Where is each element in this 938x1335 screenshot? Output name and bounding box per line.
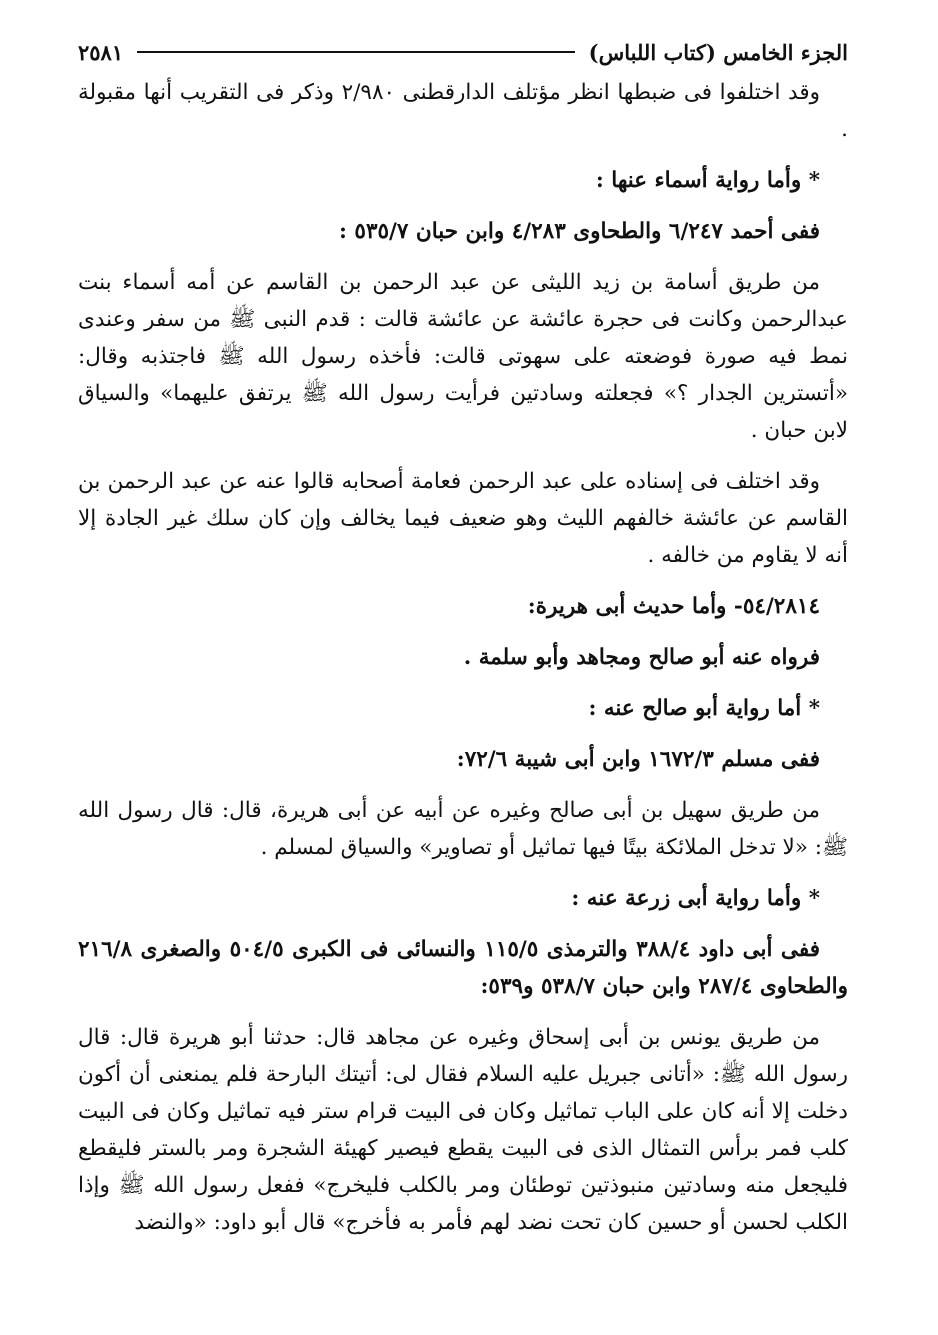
section-heading: * وأما رواية أسماء عنها :: [595, 168, 820, 193]
paragraph: وقد اختلف فى إسناده على عبد الرحمن فعامة أصحابه قالوا عنه عن عبد الرحمن بن القاسم عن عائشة خالفهم الليث وهو ضعيف فيما يخالف وإن كان سلك غير الجادة إلا أنه لا يقاوم من خالفه .: [78, 469, 848, 568]
page-number: ٢٥٨١: [78, 39, 124, 65]
header-rule: [137, 51, 575, 53]
running-title: الجزء الخامس (كتاب اللباس): [588, 39, 848, 65]
page-header: [78, 30, 848, 74]
reference-line: ففى أبى داود ٣٨٨/٤ والترمذى ١١٥/٥ والنسائى فى الكبرى ٥٠٤/٥ والصغرى ٢١٦/٨ والطحاوى ٢٨٧/٤ وابن حبان ٥٣٨/٧ و٥٣٩:: [78, 937, 848, 999]
section-heading: * وأما رواية أبى زرعة عنه :: [571, 886, 820, 911]
paragraph: من طريق سهيل بن أبى صالح وغيره عن أبيه عن أبى هريرة، قال: قال رسول الله ﷺ: «لا تدخل الملائكة بيتًا فيها تماثيل أو تصاوير» والسياق لمسلم .: [78, 798, 848, 860]
page-body: [78, 74, 848, 1241]
reference-line: فرواه عنه أبو صالح ومجاهد وأبو سلمة .: [463, 645, 820, 670]
paragraph: من طريق أسامة بن زيد الليثى عن عبد الرحمن بن القاسم عن أمه أسماء بنت عبدالرحمن وكانت فى حجرة عائشة عن عائشة قالت : قدم النبى ﷺ من سفر وعندى نمط فيه صورة فوضعته على سهوتى قالت: فأخذه رسول الله ﷺ فاجتذبه وقال: «أتسترين الجدار ؟» فجعلته وسادتين فرأيت رسول الله ﷺ يرتفق عليهما» والسياق لابن حبان .: [78, 270, 848, 443]
paragraph: وقد اختلفوا فى ضبطها انظر مؤتلف الدارقطنى ٢/٩٨٠ وذكر فى التقريب أنها مقبولة .: [78, 80, 848, 142]
section-heading: * أما رواية أبو صالح عنه :: [588, 696, 820, 721]
reference-line: ففى مسلم ١٦٧٢/٣ وابن أبى شيبة ٧٢/٦:: [456, 747, 820, 772]
reference-line: ففى أحمد ٦/٢٤٧ والطحاوى ٤/٢٨٣ وابن حبان ٥٣٥/٧ :: [338, 219, 820, 244]
section-heading: ٥٤/٢٨١٤- وأما حديث أبى هريرة:: [527, 594, 820, 619]
document-page: [78, 30, 848, 1255]
paragraph: من طريق يونس بن أبى إسحاق وغيره عن مجاهد قال: حدثنا أبو هريرة قال: قال رسول الله ﷺ: «أتانى جبريل عليه السلام فقال لى: أتيتك البارحة فلم يمنعنى أن أكون دخلت إلا أنه كان على الباب تماثيل وكان فى البيت قرام ستر فيه تماثيل وكان فى البيت كلب فمر برأس التمثال الذى فى البيت يقطع فيصير كهيئة الشجرة ومر بالستر فليقطع فليجعل منه وسادتين منبوذتين توطئان ومر بالكلب فليخرج» ففعل رسول الله ﷺ وإذا الكلب لحسن أو حسين كان تحت نضد لهم فأمر به فأخرج» قال أبو داود: «والنضد: [78, 1025, 848, 1235]
